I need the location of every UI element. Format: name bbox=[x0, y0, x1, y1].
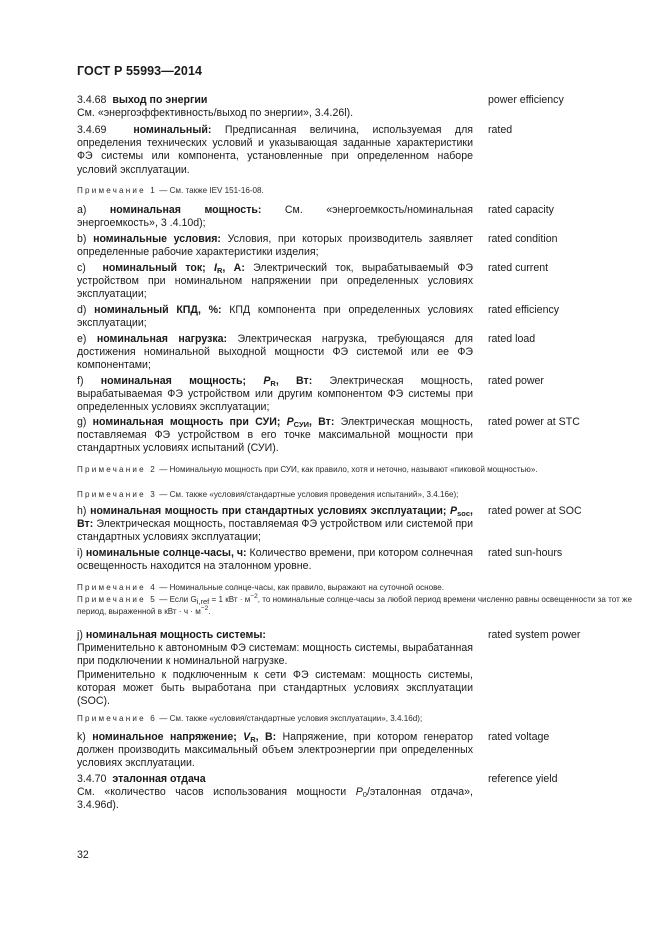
note-2: Примечание 2 — Номинальную мощность при СУИ, как правило, хотя и неточно, называют «пиковой мощностью». bbox=[77, 465, 538, 474]
entry-3-4-68: 3.4.68 выход по энергии См. «энергоэффективность/выход по энергии», 3.4.26l). bbox=[77, 94, 354, 120]
en-term: rated efficiency bbox=[488, 304, 560, 316]
en-term: rated load bbox=[488, 333, 536, 345]
item-f: f) номинальная мощность; $P_R$, Вт: Электрическая мощность, вырабатываемая ФЭ устройством или другим компонентом ФЭ системы при определенных условиях эксплуатации; bbox=[77, 375, 473, 414]
note-5: Примечание 5 — Если $G_{i,ref} = 1$ кВт · $м^{-2}$, то номинальные солнце-часы за любой период времени численно равны освещенности за тот же период, выраженной в кВт · $ч \cdot м^{-2}$. bbox=[77, 593, 632, 616]
en-term: rated voltage bbox=[488, 731, 550, 743]
en-term: rated capacity bbox=[488, 204, 554, 216]
en-term: reference yield bbox=[488, 773, 558, 785]
en-term: rated system power bbox=[488, 629, 581, 641]
note-1: Примечание 1 — См. также IEV 151-16-08. bbox=[77, 186, 264, 195]
term: номинальный: bbox=[133, 124, 212, 136]
entry-3-4-69: 3.4.69 номинальный: Предписанная величина, используемая для определения технических условий и указывающая заданные характеристики ФЭ системы или компонента, установленные при определенном наборе условий эксплуатации. bbox=[77, 124, 474, 176]
en-term: power efficiency bbox=[488, 94, 564, 106]
item-g: g) номинальная мощность при СУИ; $P_{СУИ}$, Вт: Электрическая мощность, поставляемая ФЭ устройством в его точке максимальной мощности при стандартных условиях испытаний (СУИ). bbox=[77, 416, 473, 455]
item-j: j) номинальная мощность системы: Применительно к автономным ФЭ системам: мощность системы, вырабатанная при подключении к номинальной нагрузке. Применительно к подключенным к сети ФЭ системам: мощность системы, которая может быть выработана при стандартных условиях эксплуатации (SOC). bbox=[77, 629, 473, 708]
item-c: c) номинальный ток; $I_R$, А: Электрический ток, вырабатываемый ФЭ устройством при номинальном напряжении при определенных условиях эксплуатации; bbox=[77, 262, 473, 301]
term: выход по энергии bbox=[112, 94, 208, 106]
item-e: e) номинальная нагрузка: Электрическая нагрузка, требующаяся для достижения номинальной выходной мощности ФЭ системой или ее ФЭ компонентами; bbox=[77, 333, 473, 372]
item-h: h) номинальная мощность при стандартных условиях эксплуатации; $P_{soc}$, Вт: Электрическая мощность, поставляемая ФЭ устройством или системой при стандартных условиях эксплуатации; bbox=[77, 505, 473, 544]
en-term: rated power at SOC bbox=[488, 505, 582, 517]
item-k: k) номинальное напряжение; $V_R$, В: Напряжение, при котором генератор должен производить максимальный объем электроэнергии при определенных условиях эксплуатации. bbox=[77, 731, 473, 770]
en-term: rated power bbox=[488, 375, 544, 387]
page-number: 32 bbox=[77, 849, 89, 861]
note-3: Примечание 3 — См. также «условия/стандартные условия проведения испытаний», 3.4.16е); bbox=[77, 490, 459, 499]
page-header: ГОСТ Р 55993—2014 bbox=[77, 64, 203, 78]
en-term: rated power at STC bbox=[488, 416, 580, 428]
note-6: Примечание 6 — См. также «условия/стандартные условия эксплуатации», 3.4.16d); bbox=[77, 714, 423, 723]
item-d: d) номинальный КПД, %: КПД компонента при определенных условиях эксплуатации; bbox=[77, 304, 473, 330]
en-term: rated bbox=[488, 124, 513, 136]
note-4: Примечание 4 — Номинальные солнце-часы, как правило, выражают на суточной основе. bbox=[77, 583, 445, 592]
entry-3-4-70: 3.4.70 эталонная отдача См. «количество часов использования мощности $P_0$/эталонная отдача», 3.4.96d). bbox=[77, 773, 473, 812]
en-term: rated sun-hours bbox=[488, 547, 563, 559]
item-b: b) номинальные условия: Условия, при которых производитель заявляет определенные рабочие характеристики изделия; bbox=[77, 233, 473, 259]
en-term: rated condition bbox=[488, 233, 558, 245]
item-a: a) номинальная мощность: См. «энергоемкость/номинальная энергоемкость», 3 .4.10d); bbox=[77, 204, 474, 230]
item-i: i) номинальные солнце-часы, ч: Количество времени, при котором солнечная освещенность находится на эталонном уровне. bbox=[77, 547, 473, 573]
en-term: rated current bbox=[488, 262, 549, 274]
